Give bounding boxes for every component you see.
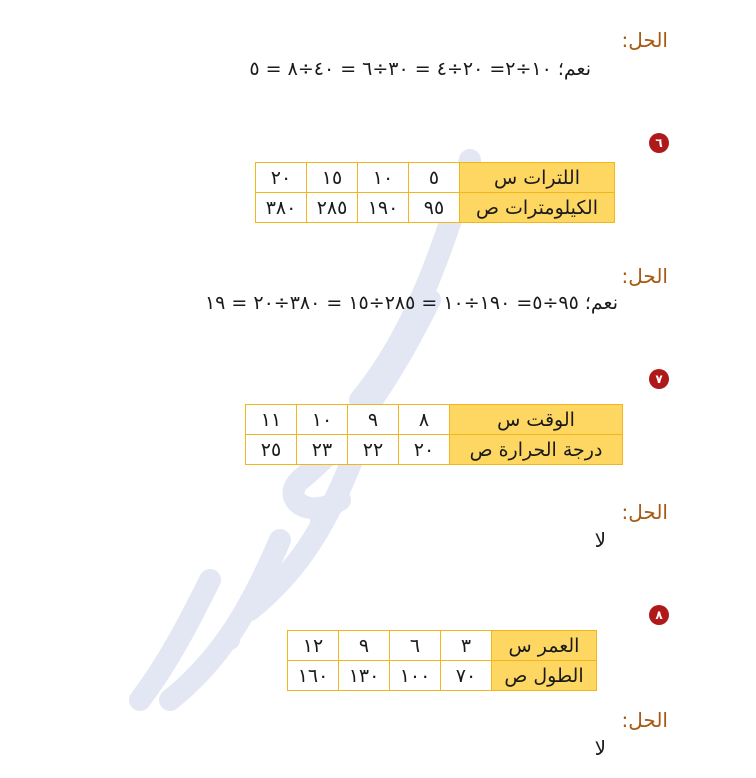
table-cell: ٧٠ (441, 661, 492, 691)
solution-label: الحل: (621, 708, 668, 732)
solution-label: الحل: (621, 28, 668, 52)
table-cell: ٢٣ (297, 435, 348, 465)
table-cell: ٢٠ (256, 163, 307, 193)
table-row (288, 661, 597, 691)
table-cell: ٣ (441, 631, 492, 661)
table-row (256, 163, 615, 193)
table-header-cell: الكيلومترات ص (460, 193, 615, 223)
table-header-cell: الوقت س (450, 405, 623, 435)
table-cell: ٢٨٥ (307, 193, 358, 223)
table-cell: ١٦٠ (288, 661, 339, 691)
table-row (256, 193, 615, 223)
table-cell: ٨ (399, 405, 450, 435)
table-cell: ١٥ (307, 163, 358, 193)
table-header-cell: اللترات س (460, 163, 615, 193)
solution-label: الحل: (621, 264, 668, 288)
table-header-cell: العمر س (492, 631, 597, 661)
table-cell: ١٩٠ (358, 193, 409, 223)
ratio-table-7 (245, 404, 623, 465)
question-number-7: ٧ (649, 369, 669, 389)
table-cell: ١٠٠ (390, 661, 441, 691)
question-number-6: ٦ (649, 133, 669, 153)
table-cell: ٥ (409, 163, 460, 193)
solution-label: الحل: (621, 500, 668, 524)
table-cell: ٣٨٠ (256, 193, 307, 223)
table-row (246, 405, 623, 435)
table-cell: ٩ (348, 405, 399, 435)
table-row (288, 631, 597, 661)
solution-answer-8: لا (594, 736, 606, 760)
table-cell: ٩٥ (409, 193, 460, 223)
table-row (246, 435, 623, 465)
ratio-table-8 (287, 630, 597, 691)
table-cell: ١٢ (288, 631, 339, 661)
table-header-cell: درجة الحرارة ص (450, 435, 623, 465)
table-cell: ٢٠ (399, 435, 450, 465)
question-number-8: ٨ (649, 605, 669, 625)
table-cell: ٢٢ (348, 435, 399, 465)
solution-answer-6: نعم؛ ٩٥÷٥= ١٩٠÷١٠ = ٢٨٥÷١٥ = ٣٨٠÷٢٠ = ١٩ (204, 292, 618, 314)
table-cell: ١٣٠ (339, 661, 390, 691)
solution-answer-5: نعم؛ ١٠÷٢= ٢٠÷٤ = ٣٠÷٦ = ٤٠÷٨ = ٥ (249, 58, 591, 80)
ratio-table-6 (255, 162, 615, 223)
table-cell: ٦ (390, 631, 441, 661)
table-cell: ٩ (339, 631, 390, 661)
solution-answer-7: لا (594, 528, 606, 552)
table-cell: ١٠ (358, 163, 409, 193)
table-cell: ١١ (246, 405, 297, 435)
table-header-cell: الطول ص (492, 661, 597, 691)
table-cell: ١٠ (297, 405, 348, 435)
table-cell: ٢٥ (246, 435, 297, 465)
